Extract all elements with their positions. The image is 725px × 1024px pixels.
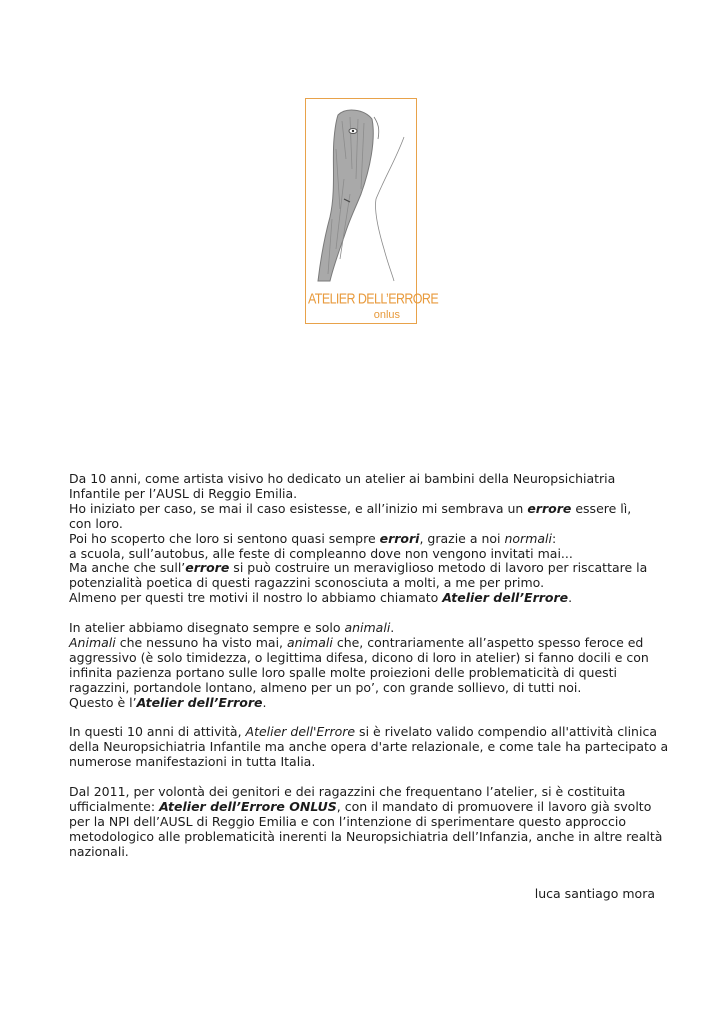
text-run: . [262, 694, 267, 710]
emphasis-bold-italic: errore [527, 500, 572, 516]
text-run: , con il mandato di promuovere il lavoro già svolto [336, 798, 652, 814]
text-line [69, 636, 669, 651]
animal-drawing-illustration [306, 99, 439, 323]
text-run: In atelier abbiamo disegnato sempre e solo [69, 620, 345, 636]
text-run: In questi 10 anni di attività, [69, 724, 246, 740]
text-run: si è rivelato valido compendio all'attività clinica [355, 724, 657, 740]
text-line [69, 547, 669, 562]
signature: luca santiago mora [534, 886, 655, 901]
body-text [69, 472, 669, 874]
text-line [69, 845, 669, 860]
emphasis-italic: animali [287, 634, 333, 650]
text-line [69, 725, 669, 740]
text-line [69, 681, 669, 696]
text-line [69, 696, 669, 711]
text-line [69, 785, 669, 800]
text-line [69, 651, 669, 666]
text-line [69, 740, 669, 755]
paragraph [69, 621, 669, 710]
logo-subtitle: onlus [373, 309, 400, 321]
emphasis-bold-italic: errori [379, 530, 420, 546]
emphasis-bold-italic: errore [185, 560, 230, 576]
text-run: Infantile per l’AUSL di Reggio Emilia. [69, 485, 298, 501]
text-run: infinita pazienza portano sulle loro spalle molte proiezioni delle problematicità di questi [69, 664, 618, 680]
text-run: che, contrariamente all’aspetto spesso feroce ed [332, 634, 644, 650]
text-run: con loro. [69, 515, 123, 531]
text-run: potenzialità poetica di questi ragazzini sconosciuta a molti, a me per primo. [69, 575, 545, 591]
text-run: della Neuropsichiatria Infantile ma anche opera d'arte relazionale, e come tale ha partecipato a [69, 739, 669, 755]
text-line [69, 666, 669, 681]
emphasis-italic: Animali [69, 634, 116, 650]
text-run: . [568, 590, 573, 606]
text-line [69, 800, 669, 815]
text-run: Poi ho scoperto che loro si sentono quasi sempre [69, 530, 380, 546]
paragraph [69, 472, 669, 606]
emphasis-italic: animali [344, 620, 391, 636]
text-line [69, 830, 669, 845]
text-run: si può costruire un meraviglioso metodo di lavoro per riscattare la [229, 560, 648, 576]
text-run: numerose manifestazioni in tutta Italia. [69, 754, 316, 770]
text-run: Da 10 anni, come artista visivo ho dedicato un atelier ai bambini della Neuropsichiatria [69, 471, 616, 486]
emphasis-bold-italic: Atelier dell’Errore [442, 590, 569, 606]
emphasis-italic: Atelier dell'Errore [245, 724, 356, 740]
text-line [69, 532, 669, 547]
text-run: ragazzini, portandole lontano, almeno per un po’, con grande sollievo, di tutti noi. [69, 679, 582, 695]
text-run: metodologico alle problematicità inerenti la Neuropsichiatria dell’Infanzia, anche in altre realtà [69, 828, 663, 844]
text-line [69, 591, 669, 606]
text-line [69, 472, 669, 487]
text-run: . [390, 620, 395, 636]
text-run: Questo è l’ [69, 694, 137, 710]
text-run: Almeno per questi tre motivi il nostro lo abbiamo chiamato [69, 590, 443, 606]
text-line [69, 576, 669, 591]
text-run: ufficialmente: [69, 798, 160, 814]
paragraph [69, 725, 669, 770]
text-line [69, 561, 669, 576]
text-run: : [551, 530, 557, 546]
text-run: Ma anche che sull’ [69, 560, 186, 576]
emphasis-bold-italic: Atelier dell’Errore ONLUS [159, 798, 337, 814]
text-line [69, 502, 669, 517]
text-line [69, 755, 669, 770]
paragraph [69, 785, 669, 860]
text-run: per la NPI dell’AUSL di Reggio Emilia e con l’intenzione di sperimentare questo approccio [69, 813, 626, 829]
text-run: Ho iniziato per caso, se mai il caso esistesse, e all’inizio mi sembrava un [69, 500, 528, 516]
text-run: che nessuno ha visto mai, [115, 634, 287, 650]
logo-title: ATELIER DELL’ERRORE [308, 290, 439, 308]
text-run: aggressivo (è solo timidezza, o legittima difesa, dicono di loro in atelier) si fanno docili e con [69, 649, 649, 665]
text-line [69, 621, 669, 636]
text-run: essere lì, [571, 500, 632, 516]
atelier-logo [305, 98, 439, 324]
text-run: Dal 2011, per volontà dei genitori e dei ragazzini che frequentano l’atelier, si è costituita [69, 783, 626, 799]
emphasis-bold-italic: Atelier dell’Errore [136, 694, 263, 710]
text-line [69, 517, 669, 532]
text-run: nazionali. [69, 843, 129, 859]
text-run: , grazie a noi [419, 530, 505, 546]
emphasis-italic: normali [504, 530, 552, 546]
text-run: a scuola, sull’autobus, alle feste di compleanno dove non vengono invitati mai... [69, 545, 573, 561]
text-line [69, 815, 669, 830]
text-line [69, 487, 669, 502]
